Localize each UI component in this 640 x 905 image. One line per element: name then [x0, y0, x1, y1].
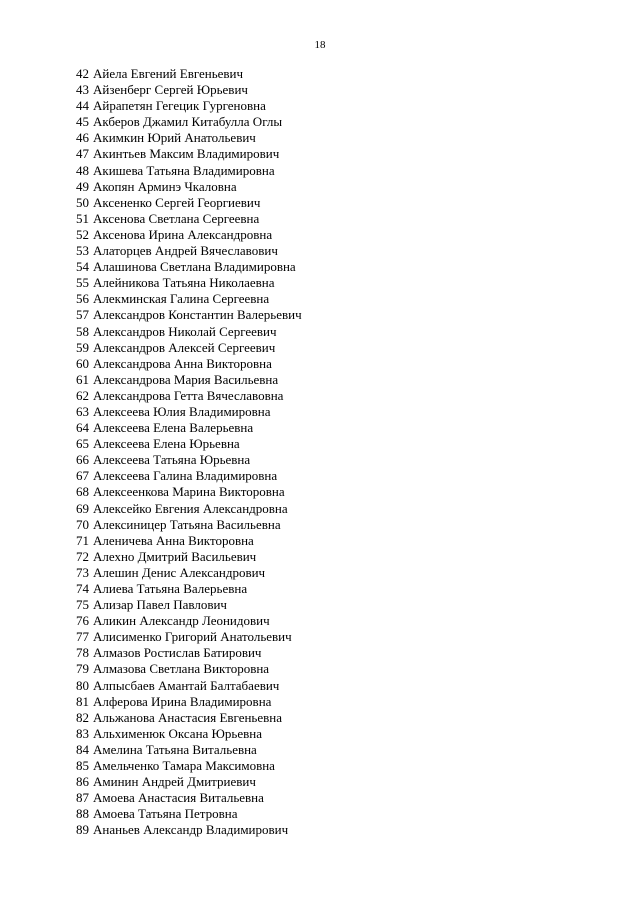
list-item [76, 501, 302, 517]
entry-name: Аксенова Светлана Сергеевна [93, 210, 260, 226]
list-item [76, 227, 302, 243]
list-item [76, 678, 302, 694]
list-item [76, 694, 302, 710]
list-item [76, 790, 302, 806]
entry-number: 52 [76, 226, 89, 242]
entry-name: Ананьев Александр Владимирович [93, 822, 289, 838]
entry-name: Алейникова Татьяна Николаевна [93, 275, 275, 291]
entry-number: 42 [76, 66, 89, 81]
entry-name: Алехно Дмитрий Васильевич [93, 548, 257, 564]
entry-name: Алмазов Ростислав Батирович [93, 645, 262, 661]
entry-number: 53 [76, 243, 89, 259]
entry-name: Ализар Павел Павлович [93, 597, 227, 613]
entry-number: 83 [76, 725, 89, 741]
entry-name: Амелина Татьяна Витальевна [93, 741, 257, 757]
entry-name: Алексеева Елена Юрьевна [93, 436, 240, 452]
entry-number: 47 [76, 146, 89, 162]
entry-number: 70 [76, 516, 89, 532]
entry-name: Айзенберг Сергей Юрьевич [93, 82, 248, 98]
entry-name: Александров Константин Валерьевич [93, 307, 302, 323]
list-item [76, 484, 302, 500]
list-item [76, 468, 302, 484]
entry-number: 67 [76, 468, 89, 484]
entry-number: 64 [76, 420, 89, 436]
list-item [76, 565, 302, 581]
entry-number: 77 [76, 629, 89, 645]
entry-number: 89 [76, 822, 89, 838]
entry-number: 73 [76, 564, 89, 580]
entry-number: 51 [76, 210, 89, 226]
list-item [76, 436, 302, 452]
entry-name: Амельченко Тамара Максимовна [93, 758, 275, 774]
list-item [76, 597, 302, 613]
entry-name: Алексеева Татьяна Юрьевна [93, 452, 251, 468]
list-item [76, 211, 302, 227]
entry-number: 46 [76, 130, 89, 146]
list-item [76, 195, 302, 211]
entry-name: Айела Евгений Евгеньевич [93, 66, 244, 81]
list-item [76, 388, 302, 404]
entry-name: Амоева Анастасия Витальевна [93, 790, 264, 806]
entry-name: Аленичева Анна Викторовна [93, 532, 254, 548]
list-item [76, 324, 302, 340]
list-item [76, 114, 302, 130]
entry-number: 78 [76, 645, 89, 661]
list-item [76, 710, 302, 726]
list-item [76, 259, 302, 275]
name-list [76, 66, 302, 839]
list-item [76, 726, 302, 742]
entry-number: 79 [76, 661, 89, 677]
list-item [76, 356, 302, 372]
list-item [76, 581, 302, 597]
entry-name: Алексеева Елена Валерьевна [93, 420, 254, 436]
entry-name: Александрова Гетта Вячеславовна [93, 387, 284, 403]
entry-name: Альхименюк Оксана Юрьевна [93, 725, 262, 741]
entry-number: 59 [76, 339, 89, 355]
entry-name: Амоева Татьяна Петровна [93, 806, 238, 822]
entry-number: 88 [76, 806, 89, 822]
entry-name: Алексеенкова Марина Викторовна [93, 484, 285, 500]
list-item [76, 163, 302, 179]
entry-number: 48 [76, 162, 89, 178]
list-item [76, 758, 302, 774]
list-item [76, 307, 302, 323]
entry-number: 87 [76, 790, 89, 806]
entry-name: Алиева Татьяна Валерьевна [93, 581, 248, 596]
entry-name: Алпысбаев Амантай Балтабаевич [93, 677, 280, 693]
entry-name: Алисименко Григорий Анатольевич [93, 629, 292, 645]
entry-number: 86 [76, 774, 89, 790]
entry-name: Алексеева Юлия Владимировна [93, 403, 271, 419]
entry-name: Алаторцев Андрей Вячеславович [93, 243, 278, 259]
entry-number: 44 [76, 98, 89, 114]
entry-name: Альжанова Анастасия Евгеньевна [93, 709, 282, 725]
entry-name: Акберов Джамил Китабулла Оглы [93, 114, 283, 130]
list-item [76, 340, 302, 356]
entry-name: Алмазова Светлана Викторовна [93, 661, 270, 677]
entry-number: 82 [76, 709, 89, 725]
list-item [76, 742, 302, 758]
entry-number: 43 [76, 82, 89, 98]
list-item [76, 661, 302, 677]
list-item [76, 533, 302, 549]
entry-name: Алешин Денис Александрович [93, 564, 266, 580]
list-item [76, 275, 302, 291]
list-item [76, 372, 302, 388]
list-item [76, 629, 302, 645]
entry-name: Алферова Ирина Владимировна [93, 693, 272, 709]
list-item [76, 98, 302, 114]
list-item [76, 243, 302, 259]
list-item [76, 806, 302, 822]
entry-number: 72 [76, 548, 89, 564]
entry-name: Айрапетян Гегецик Гургеновна [93, 98, 266, 114]
entry-number: 63 [76, 403, 89, 419]
list-item [76, 774, 302, 790]
entry-number: 50 [76, 194, 89, 210]
entry-name: Александров Николай Сергеевич [93, 323, 277, 339]
entry-number: 75 [76, 597, 89, 613]
entry-number: 57 [76, 307, 89, 323]
entry-number: 55 [76, 275, 89, 291]
list-item [76, 452, 302, 468]
entry-number: 49 [76, 178, 89, 194]
entry-number: 68 [76, 484, 89, 500]
entry-number: 81 [76, 693, 89, 709]
entry-number: 66 [76, 452, 89, 468]
entry-name: Аликин Александр Леонидович [93, 613, 270, 629]
entry-name: Алексиницер Татьяна Васильевна [93, 516, 281, 532]
entry-name: Александров Алексей Сергеевич [93, 339, 276, 355]
entry-number: 56 [76, 291, 89, 307]
list-item [76, 517, 302, 533]
list-item [76, 82, 302, 98]
entry-number: 54 [76, 259, 89, 275]
entry-name: Алекминская Галина Сергеевна [93, 291, 270, 307]
entry-name: Акопян Арминэ Чкаловна [93, 178, 237, 194]
entry-number: 45 [76, 114, 89, 130]
list-item [76, 179, 302, 195]
list-item [76, 146, 302, 162]
entry-name: Акимкин Юрий Анатольевич [93, 130, 256, 146]
list-item [76, 66, 302, 82]
list-item [76, 645, 302, 661]
entry-name: Алексеева Галина Владимировна [93, 468, 278, 484]
list-item [76, 822, 302, 838]
entry-number: 58 [76, 323, 89, 339]
entry-number: 71 [76, 532, 89, 548]
entry-name: Аксененко Сергей Георгиевич [93, 194, 261, 210]
list-item [76, 549, 302, 565]
list-item [76, 613, 302, 629]
list-item [76, 420, 302, 436]
entry-number: 62 [76, 387, 89, 403]
list-item [76, 130, 302, 146]
entry-name: Акинтьев Максим Владимирович [93, 146, 280, 162]
list-item [76, 404, 302, 420]
entry-name: Аксенова Ирина Александровна [93, 226, 273, 242]
page-number: 18 [314, 39, 326, 51]
entry-number: 65 [76, 436, 89, 452]
entry-number: 61 [76, 371, 89, 387]
entry-number: 80 [76, 677, 89, 693]
entry-name: Алашинова Светлана Владимировна [93, 259, 296, 275]
entry-name: Акишева Татьяна Владимировна [93, 162, 275, 178]
list-item [76, 291, 302, 307]
entry-name: Александрова Анна Викторовна [93, 355, 272, 371]
entry-number: 76 [76, 613, 89, 629]
entry-number: 60 [76, 355, 89, 371]
entry-number: 74 [76, 581, 89, 596]
entry-number: 84 [76, 741, 89, 757]
entry-number: 69 [76, 500, 89, 516]
entry-name: Александрова Мария Васильевна [93, 371, 279, 387]
entry-name: Алексейко Евгения Александровна [93, 500, 288, 516]
entry-number: 85 [76, 758, 89, 774]
entry-name: Аминин Андрей Дмитриевич [93, 774, 256, 790]
